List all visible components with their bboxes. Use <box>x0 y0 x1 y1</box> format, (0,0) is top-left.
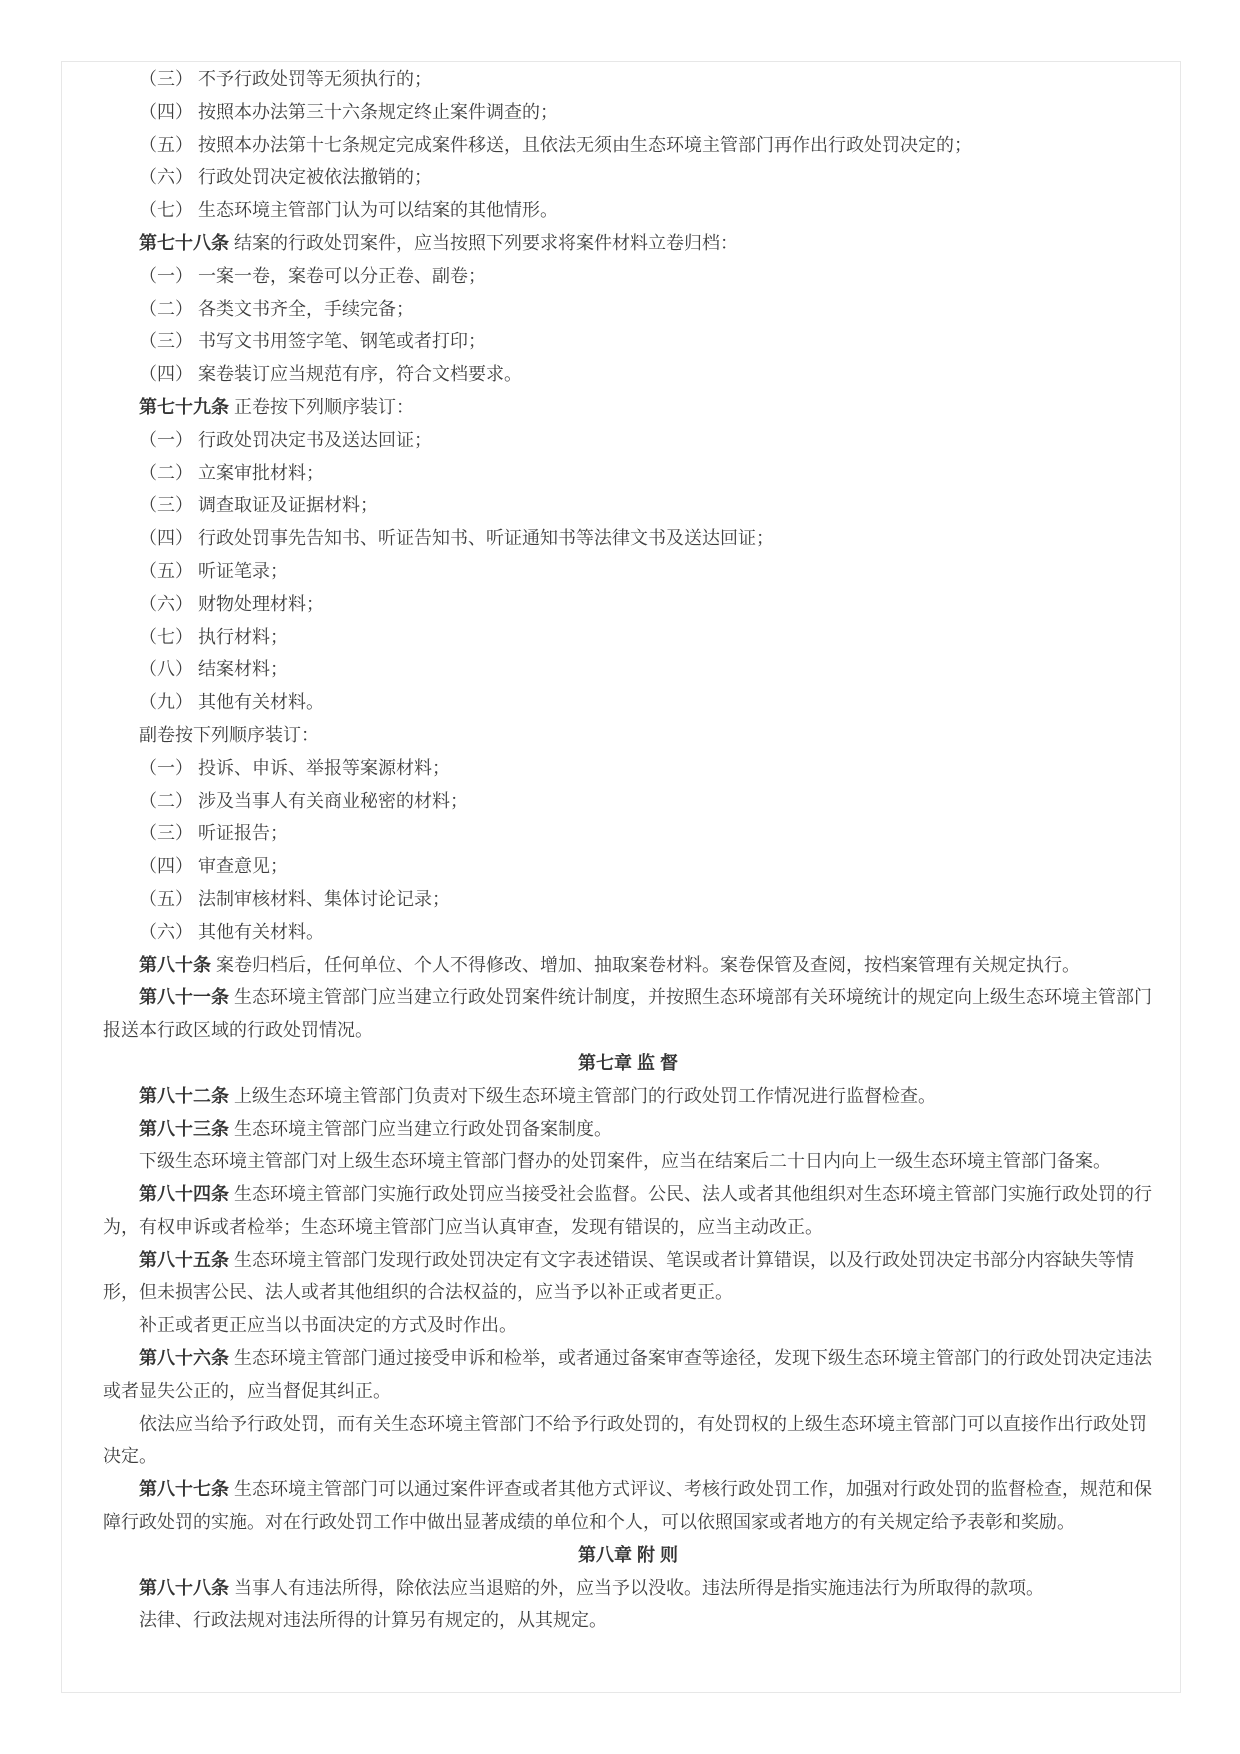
document-content <box>62 62 1180 1637</box>
article-number: 第八十七条 <box>139 1479 229 1500</box>
article-number: 第八十一条 <box>139 987 229 1008</box>
paragraph-line: （一） 投诉、申诉、举报等案源材料； <box>139 757 450 778</box>
paragraph-line: （五） 按照本办法第十七条规定完成案件移送，且依法无须由生态环境主管部门再作出行政处罚决定的； <box>139 134 972 155</box>
paragraph-line: （五） 听证笔录； <box>139 560 289 581</box>
paragraph-line: （六） 行政处罚决定被依法撤销的； <box>139 167 432 188</box>
paragraph-line: 第八十二条 上级生态环境主管部门负责对下级生态环境主管部门的行政处罚工作情况进行监督检查。 <box>139 1085 936 1106</box>
paragraph-line: （六） 其他有关材料。 <box>139 921 324 942</box>
paragraph-line: （五） 法制审核材料、集体讨论记录； <box>139 888 450 909</box>
paragraph-line: 第八十六条 生态环境主管部门通过接受申诉和检举，或者通过备案审查等途径，发现下级生态环境主管部门的行政处罚决定违法或者显失公正的，应当督促其纠正。 <box>103 1348 1152 1401</box>
paragraph-line: 第七十九条 正卷按下列顺序装订： <box>139 396 414 417</box>
article-number: 第七十八条 <box>139 232 229 253</box>
article-number: 第七十九条 <box>139 396 229 417</box>
paragraph-line: 下级生态环境主管部门对上级生态环境主管部门督办的处罚案件，应当在结案后二十日内向上一级生态环境主管部门备案。 <box>139 1151 1111 1172</box>
paragraph-line: （三） 调查取证及证据材料； <box>139 495 378 516</box>
article-number: 第八十八条 <box>139 1577 229 1598</box>
chapter-heading: 第七章 监 督 <box>577 1052 678 1073</box>
paragraph-line: （二） 立案审批材料； <box>139 462 324 483</box>
paragraph-line: 第八十七条 生态环境主管部门可以通过案件评查或者其他方式评议、考核行政处罚工作，加强对行政处罚的监督检查，规范和保障行政处罚的实施。对在行政处罚工作中做出显著成绩的单位和个人，可以依照国家或者地方的有关规定给予表彰和奖励。 <box>103 1479 1152 1533</box>
paragraph-line: 依法应当给予行政处罚，而有关生态环境主管部门不给予行政处罚的，有处罚权的上级生态环境主管部门可以直接作出行政处罚决定。 <box>103 1413 1147 1467</box>
paragraph-line: （四） 审查意见； <box>139 856 289 877</box>
paragraph-line: 法律、行政法规对违法所得的计算另有规定的，从其规定。 <box>139 1610 607 1631</box>
paragraph-line: 第八十条 案卷归档后，任何单位、个人不得修改、增加、抽取案卷材料。案卷保管及查阅，按档案管理有关规定执行。 <box>139 954 1080 975</box>
article-number: 第八十二条 <box>139 1085 229 1106</box>
paragraph-line: （三） 书写文书用签字笔、钢笔或者打印； <box>139 331 486 352</box>
paragraph-line: 第八十四条 生态环境主管部门实施行政处罚应当接受社会监督。公民、法人或者其他组织对生态环境主管部门实施行政处罚的行为，有权申诉或者检举；生态环境主管部门应当认真审查，发现有错误的，应当主动改正。 <box>103 1184 1152 1237</box>
article-number: 第八十三条 <box>139 1118 229 1139</box>
paragraph-line: （四） 案卷装订应当规范有序，符合文档要求。 <box>139 364 522 385</box>
paragraph-line: 第七十八条 结案的行政处罚案件，应当按照下列要求将案件材料立卷归档： <box>139 232 738 253</box>
paragraph-line: 第八十三条 生态环境主管部门应当建立行政处罚备案制度。 <box>139 1118 612 1139</box>
paragraph-line: 补正或者更正应当以书面决定的方式及时作出。 <box>139 1315 517 1336</box>
paragraph-line: （四） 行政处罚事先告知书、听证告知书、听证通知书等法律文书及送达回证； <box>139 528 774 549</box>
paragraph-line: 副卷按下列顺序装订： <box>139 724 319 745</box>
chapter-heading: 第八章 附 则 <box>577 1544 678 1565</box>
paragraph-line: 第八十一条 生态环境主管部门应当建立行政处罚案件统计制度，并按照生态环境部有关环境统计的规定向上级生态环境主管部门报送本行政区域的行政处罚情况。 <box>103 987 1152 1041</box>
paragraph-line: （六） 财物处理材料； <box>139 593 324 614</box>
article-number: 第八十六条 <box>139 1348 229 1369</box>
paragraph-line: （二） 各类文书齐全，手续完备； <box>139 298 414 319</box>
paragraph-line: （一） 行政处罚决定书及送达回证； <box>139 429 432 450</box>
article-number: 第八十四条 <box>139 1184 229 1205</box>
paragraph-line: （三） 听证报告； <box>139 823 289 844</box>
paragraph-line: （二） 涉及当事人有关商业秘密的材料； <box>139 790 468 811</box>
article-number: 第八十五条 <box>139 1249 229 1270</box>
paragraph-line: （三） 不予行政处罚等无须执行的； <box>139 69 432 89</box>
paragraph-line: （七） 生态环境主管部门认为可以结案的其他情形。 <box>139 200 558 221</box>
document-sheet <box>61 61 1181 1693</box>
paragraph-line: （八） 结案材料； <box>139 659 289 680</box>
paragraph-line: （九） 其他有关材料。 <box>139 692 324 713</box>
paragraph-line: （七） 执行材料； <box>139 626 289 647</box>
paragraph-line: 第八十五条 生态环境主管部门发现行政处罚决定有文字表述错误、笔误或者计算错误，以及行政处罚决定书部分内容缺失等情形，但未损害公民、法人或者其他组织的合法权益的，应当予以补正或者更正。 <box>103 1249 1134 1303</box>
paragraph-line: 第八十八条 当事人有违法所得，除依法应当退赔的外，应当予以没收。违法所得是指实施违法行为所取得的款项。 <box>139 1577 1044 1598</box>
paragraph-line: （四） 按照本办法第三十六条规定终止案件调查的； <box>139 101 558 122</box>
article-number: 第八十条 <box>139 954 211 975</box>
paragraph-line: （一） 一案一卷，案卷可以分正卷、副卷； <box>139 265 486 286</box>
